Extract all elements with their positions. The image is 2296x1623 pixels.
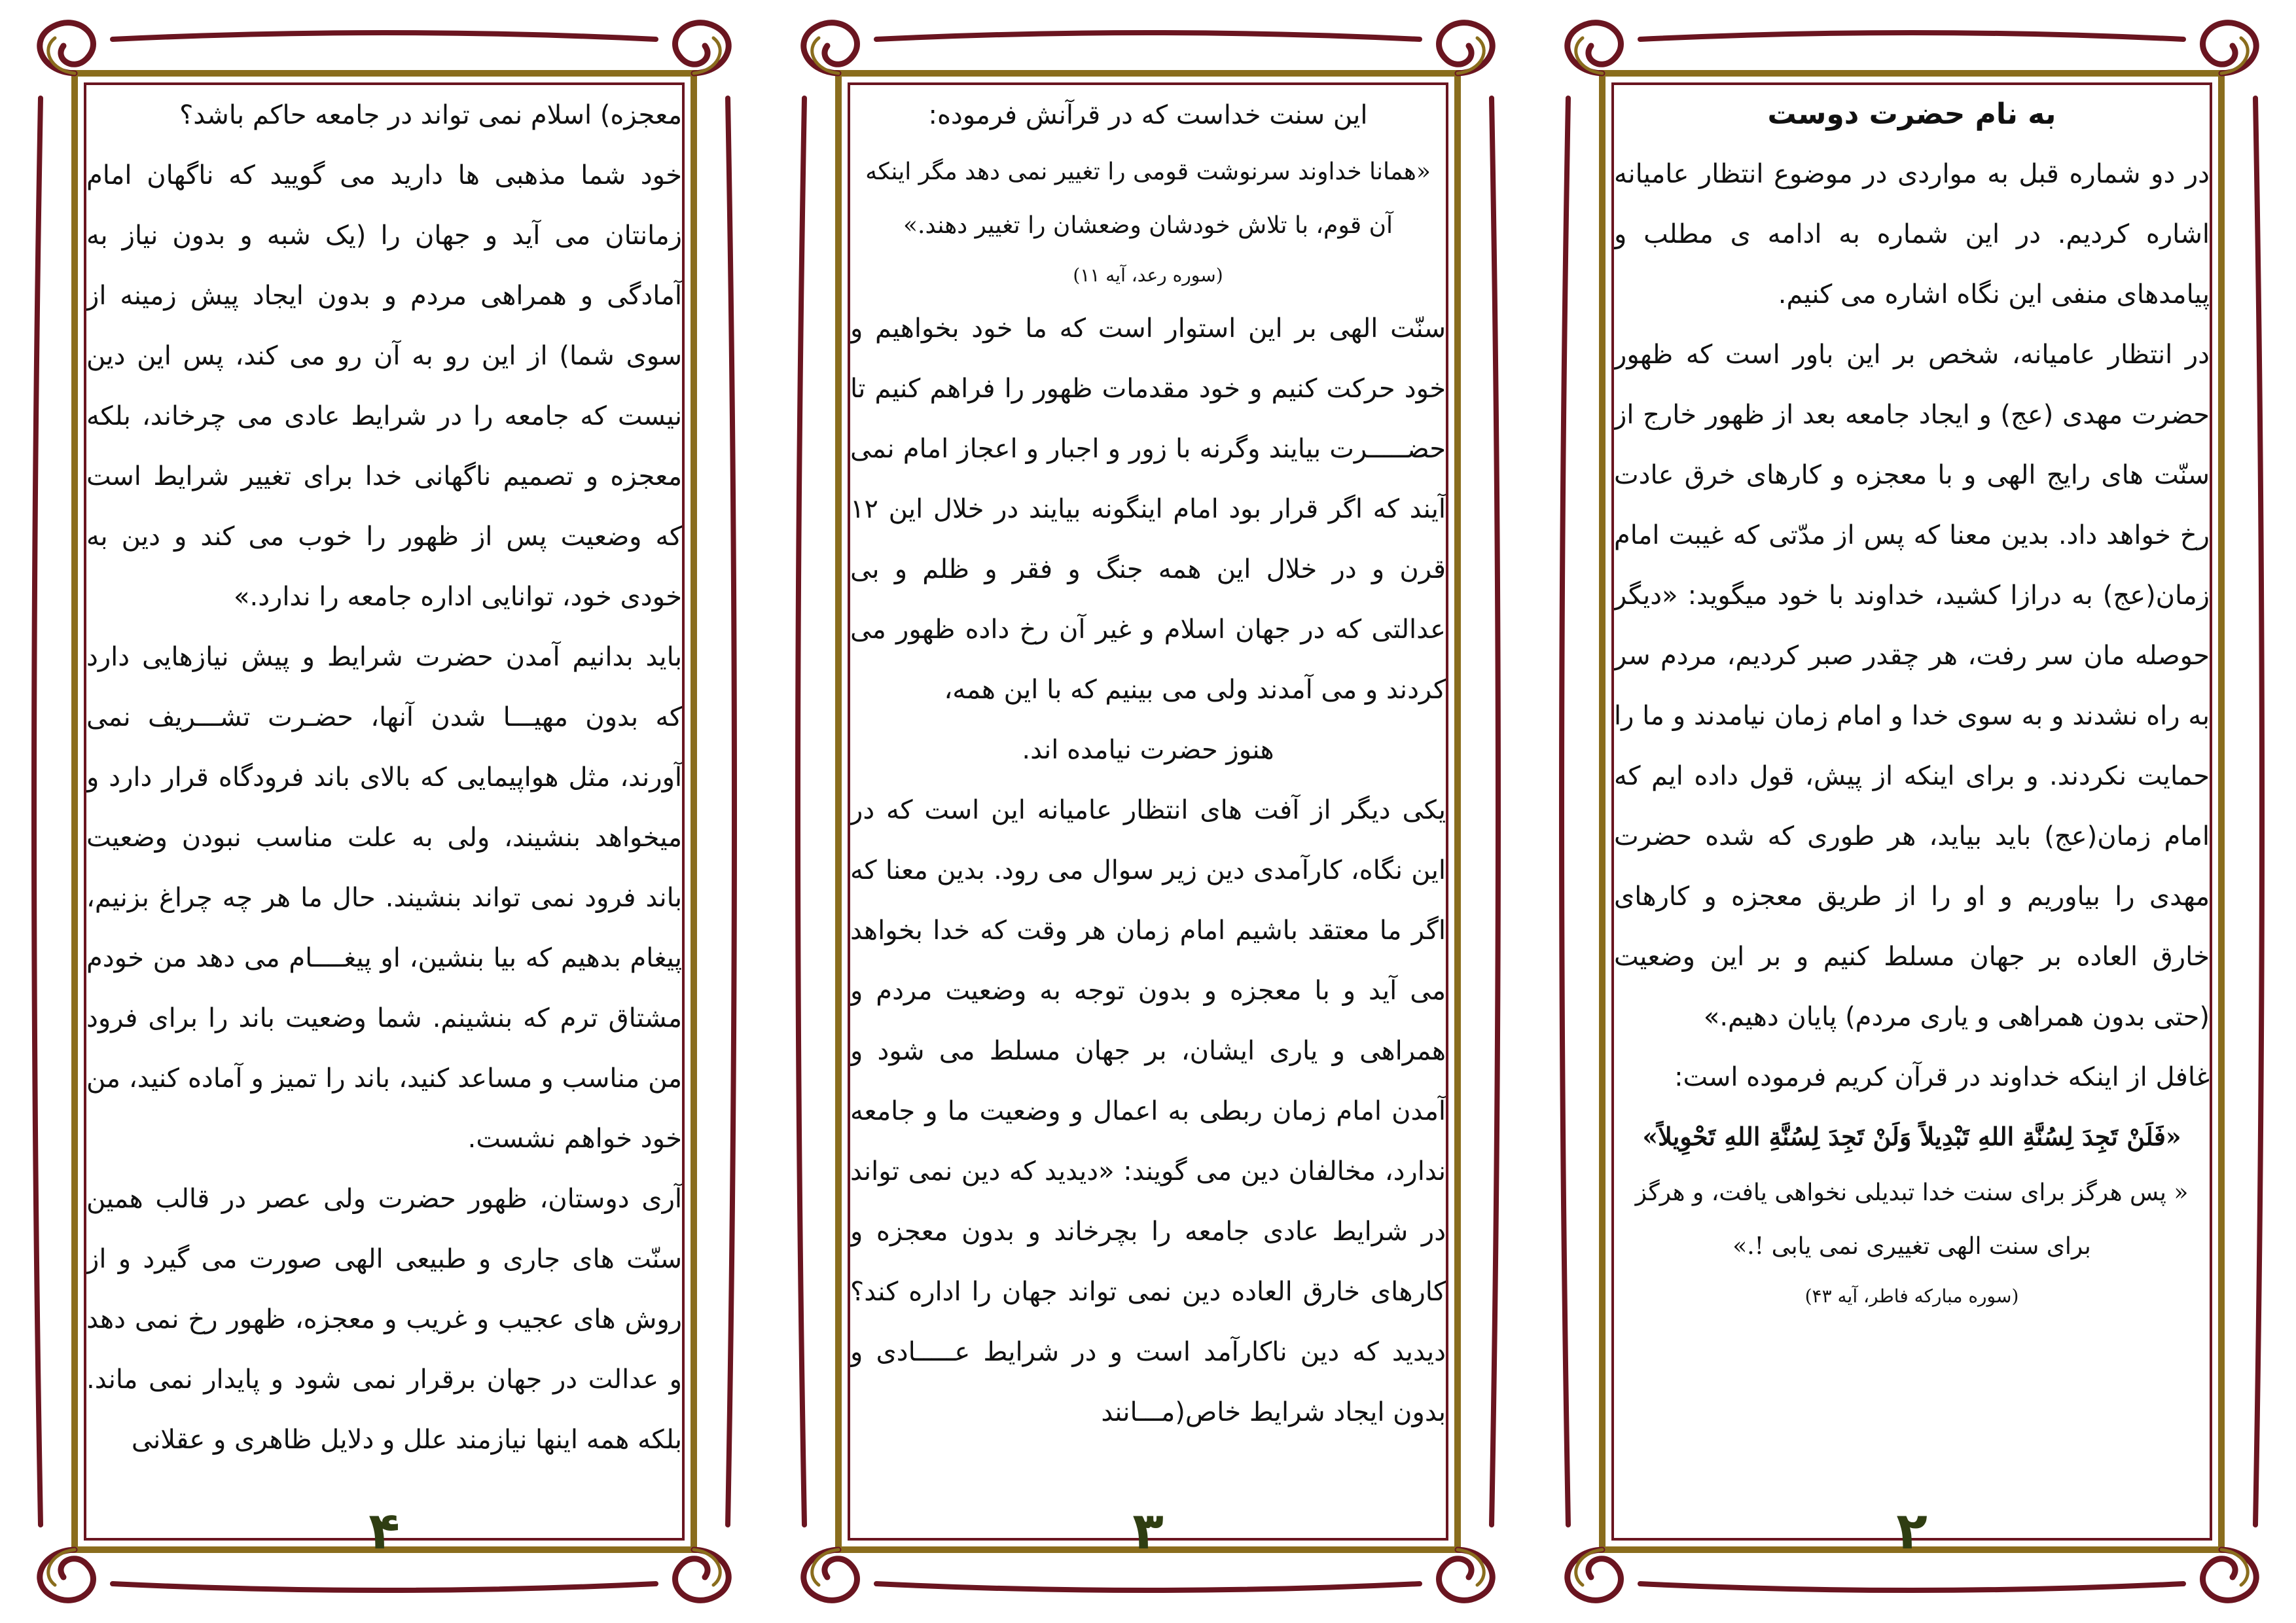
page-panel-3 bbox=[778, 0, 1518, 1623]
page-number: ۴ bbox=[368, 1502, 400, 1561]
page-panel-4 bbox=[14, 0, 754, 1623]
paragraph: خود شما مذهبی ها دارید می گویید که ناگهان امام زمانتان می آید و جهان را (یک شبه و بدون نیاز به آمادگی و همراهی مردم و بدون ایجاد پیش زمینه از سوی شما) از این رو به آن رو می کند، پس این دین نیست که جامعه را در شرایط عادی می چرخاند، بلکه معجزه و تصمیم ناگهانی خدا برای تغییر شرایط است که وضعیت پس از ظهور را خوب می کند و دین به خودی خود، توانایی اداره جامعه را ندارد.» bbox=[86, 160, 682, 612]
page-panel-2 bbox=[1542, 0, 2282, 1623]
page-number: ۲ bbox=[1896, 1502, 1928, 1561]
verse-reference: (سوره مبارکه فاطر، آیه ۴۳) bbox=[1804, 1285, 2019, 1307]
page-title: به نام حضرت دوست bbox=[1767, 98, 2056, 131]
page-number: ۳ bbox=[1132, 1502, 1164, 1561]
paragraph: یکی دیگر از آفت های انتظار عامیانه این است که در این نگاه، کارآمدی دین زیر سوال می رود. بدین معنا که اگر ما معتقد باشیم امام زمان هر وقت که خدا بخواهد می آید و با معجزه و بدون توجه به وضعیت مردم و همراهی و یاری ایشان، بر جهان مسلط می شود و آمدن امام زمان ربطی به اعمال و وضعیت ما و جامعه ندارد، مخالفان دین می گویند: «دیدید که دین نمی تواند در شرایط عادی جامعه را بچرخاند و بدون معجزه و کارهای خارق العاده دین نمی تواند جهان را اداره کند؟ دیدید که دین ناکارآمد است و در شرایط عـــــادی و بدون ایجاد شرایط خاص(مـــانند bbox=[850, 795, 1446, 1427]
paragraph: آری دوستان، ظهور حضرت ولی عصر در قالب همین سنّت های جاری و طبیعی الهی صورت می گیرد و از روش های عجیب و غریب و معجزه، ظهور رخ نمی دهد و عدالت در جهان برقرار نمی شود و پایدار نمی ماند. بلکه همه اینها نیازمند علل و دلایل ظاهری و عقلانی bbox=[86, 1184, 682, 1455]
paragraph: در دو شماره قبل به مواردی در موضوع انتظار عامیانه اشاره کردیم. در این شماره به ادامه ی مطلب و پیامدهای منفی این نگاه اشاره می کنیم. bbox=[1614, 159, 2210, 310]
paragraph: سنّت الهی بر این استوار است که ما خود بخواهیم و خود حرکت کنیم و خود مقدمات ظهور را فراهم کنیم تا حضـــــرت بیایند وگرنه با زور و اجبار و اعجاز امام نمی آیند که اگر قرار بود امام اینگونه بیایند در خلال این ۱۲ قرن و در خلال این همه جنگ و فقر و ظلم و بی عدالتی که در جهان اسلام و غیر آن رخ داده ظهور می کردند و می آمدند ولی می بینیم که با این همه، bbox=[850, 313, 1446, 705]
verse-translation: « پس هرگز برای سنت خدا تبدیلی نخواهی یافت، و هرگز برای سنت الهی تغییری نمی یابی !.» bbox=[1635, 1179, 2189, 1260]
quote: «همانا خداوند سرنوشت قومی را تغییر نمی دهد مگر اینکه آن قوم، با تلاش خودشان وضعشان را تغییر دهند.» bbox=[865, 158, 1431, 239]
verse-reference: (سوره رعد، آیه ۱۱) bbox=[1073, 264, 1223, 286]
quran-verse: «فَلَنْ تَجِدَ لِسُنَّةِ اللهِ تَبْدِيلاً وَلَنْ تَجِدَ لِسُنَّةِ اللهِ تَحْوِيلاً» bbox=[1642, 1122, 2181, 1151]
paragraph: معجزه) اسلام نمی تواند در جامعه حاکم باشد؟ bbox=[179, 100, 682, 130]
paragraph: در انتظار عامیانه، شخص بر این باور است که ظهور حضرت مهدی (عج) و ایجاد جامعه بعد از ظهور خارج از سنّت های رایج الهی و با معجزه و کارهای خرق عادت رخ خواهد داد. بدین معنا که پس از مدّتی که غیبت امام زمان(عج) به درازا کشید، خداوند با خود میگوید: «دیگر حوصله مان سر رفت، هر چقدر صبر کردیم، مردم سر به راه نشدند و به سوی خدا و امام زمان نیامدند و ما را حمایت نکردند. و برای اینکه از پیش، قول داده ایم که امام زمان(عج) باید بیاید، هر طوری که شده حضرت مهدی را بیاوریم و او را از طریق معجزه و کارهای خارق العاده بر جهان مسلط کنیم و بر این وضعیت (حتی بدون همراهی و یاری مردم) پایان دهیم.» bbox=[1614, 340, 2210, 1032]
page-text bbox=[850, 85, 1446, 1472]
paragraph: غافل از اینکه خداوند در قرآن کریم فرموده است: bbox=[1674, 1062, 2210, 1092]
page-text bbox=[1614, 85, 2210, 1472]
paragraph-end: هنوز حضرت نیامده اند. bbox=[1022, 735, 1274, 765]
paragraph: باید بدانیم آمدن حضرت شرایط و پیش نیازهایی دارد که بدون مهیـــا شدن آنها، حضـرت تشـــریف نمی آورند، مثل هواپیمایی که بالای باند فرودگاه قرار دارد و میخواهد بنشیند، ولی به علت مناسب نبودن وضعیت باند فرود نمی تواند بنشیند. حال ما هر چه چراغ بزنیم، پیغام بدهیم که بیا بنشین، او پیغــــام می دهد من خودم مشتاق ترم که بنشینم. شما وضعیت باند را برای فرود من مناسب و مساعد کنید، باند را تمیز و آماده کنید، من خود خواهم نشست. bbox=[86, 642, 682, 1154]
page-text bbox=[86, 85, 682, 1472]
paragraph: این سنت خداست که در قرآنش فرموده: bbox=[928, 100, 1368, 130]
